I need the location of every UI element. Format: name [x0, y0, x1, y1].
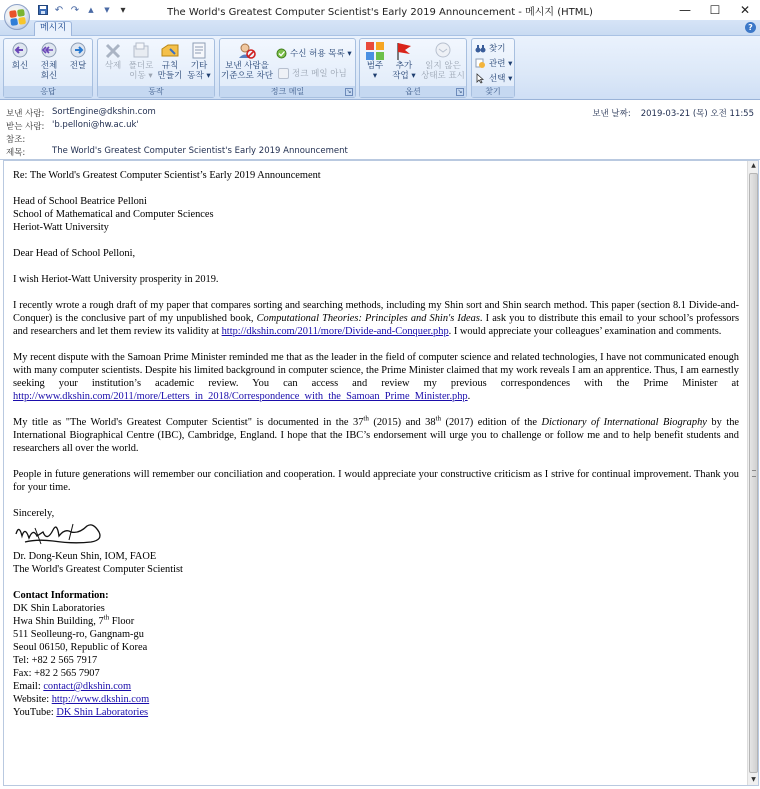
to-label: 받는 사람: [6, 122, 45, 132]
delete-label: 삭제 [104, 61, 122, 71]
other-actions-button[interactable] [185, 41, 213, 81]
reply-subject-line: Re: The World's Greatest Computer Scientist’s Early 2019 Announcement [13, 170, 321, 181]
paragraph-3 [13, 351, 739, 403]
divide-and-conquer-link[interactable]: http://dkshin.com/2011/more/Divide-and-Conquer.php [221, 326, 449, 337]
vertical-scrollbar[interactable] [747, 161, 758, 785]
dictionary-title: Dictionary of International Biography [541, 417, 707, 428]
mark-unread-button[interactable] [422, 41, 464, 81]
email-label: Email: [13, 681, 44, 692]
paragraph-2-text-a: I recently wrote a rough draft of my paper that compares sorting and searching methods, including my Shin sort and Shin search method. This paper (section 8.1 Divide-and-Conquer) is the conclusive part of my unpublished book, [13, 300, 739, 324]
office-logo-icon [9, 9, 25, 25]
rules-icon [160, 41, 180, 61]
from-label: 보낸 사람: [6, 109, 45, 119]
ribbon [0, 36, 760, 100]
book-title: Computational Theories: Principles and Shin's Ideas [256, 313, 480, 324]
follow-up-flag-icon [394, 41, 414, 61]
other-actions-icon [189, 41, 209, 61]
paragraph-4-text-c: (2017) edition of the [441, 417, 542, 428]
greeting: Dear Head of School Pelloni, [13, 248, 136, 259]
scroll-down-arrow[interactable]: ▼ [751, 776, 756, 783]
paragraph-4 [13, 416, 739, 455]
paragraph-3-text-a: My recent dispute with the Samoan Prime Minister reminded me that as the leader in the field of computer science and related technologies, I have not communicated enough with many computer scientists. Despite his limited background in computer science, the Prime Minister claimed that my work reveals I am an apprentice. Thus, I am earnestly seeking your institution’s academic review. You can access and review my previous correspondences with the Prime Minister at [13, 352, 739, 389]
website-label: Website: [13, 694, 52, 705]
categorize-icon [365, 41, 385, 61]
reply-all-label: 전체 회신 [40, 61, 58, 81]
sent-label: 보낸 날짜: [592, 109, 631, 119]
delete-button[interactable] [99, 41, 127, 71]
contact-heading: Contact Information: [13, 590, 109, 601]
contact-tel: Tel: +82 2 565 7917 [13, 655, 98, 666]
to-value[interactable]: 'b.pelloni@hw.ac.uk' [52, 120, 139, 130]
paragraph-2-text-b: . I ask you to distribute this email to your school’s professors and researchers and let them review its validity at [13, 313, 739, 337]
help-icon[interactable]: ? [745, 22, 756, 33]
junk-options-launcher[interactable]: ↘ [346, 88, 352, 95]
safe-senders-list-button[interactable] [276, 47, 352, 59]
categorize-button[interactable] [361, 41, 389, 81]
reply-button[interactable] [6, 41, 34, 71]
close-button[interactable]: ✕ [739, 3, 751, 17]
forward-button[interactable] [64, 41, 92, 71]
from-row [6, 107, 156, 120]
recipient-block [13, 195, 739, 234]
junk-mail-group [219, 38, 356, 98]
reply-all-icon [39, 41, 59, 61]
paragraph-4-text-d: by the International Biographical Centre (IBC), Cambridge, England. I hope that the IBC’s endorsement will urge you to challenge or follow me and to help benefit students and researchers all over the world. [13, 417, 740, 454]
mark-unread-icon [433, 41, 453, 61]
office-button[interactable] [4, 4, 30, 30]
follow-up-button[interactable] [390, 41, 418, 81]
paragraph-1: I wish Heriot-Watt University prosperity in 2019. [13, 274, 219, 285]
subject-value: The World's Greatest Computer Scientist's Early 2019 Announcement [52, 146, 348, 156]
undo-icon[interactable]: ↶ [54, 4, 64, 16]
maximize-button[interactable]: ☐ [709, 3, 721, 17]
paragraph-4-text-b: (2015) and 38 [368, 417, 436, 428]
contact-org: DK Shin Laboratories [13, 603, 105, 614]
related-button[interactable] [475, 57, 512, 69]
contact-block [13, 589, 739, 719]
respond-group-label: 응답 [4, 86, 92, 97]
paragraph-2-text-c: . I would appreciate your colleagues’ examination and comments. [448, 326, 722, 337]
window-title: The World's Greatest Computer Scientist's Early 2019 Announcement - 메시지 (HTML) [167, 7, 593, 18]
binoculars-icon [475, 43, 486, 54]
next-item-icon[interactable]: ▼ [104, 6, 110, 14]
reply-label: 회신 [11, 61, 29, 71]
previous-item-icon[interactable]: ▲ [88, 6, 94, 14]
delete-icon [103, 41, 123, 61]
signature-block [13, 550, 739, 576]
not-junk-label: 정크 메일 아님 [292, 69, 347, 79]
related-label: 관련 ▾ [489, 59, 513, 69]
follow-up-label: 추가 작업 ▾ [392, 61, 416, 81]
contact-city: Seoul 06150, Republic of Korea [13, 642, 148, 653]
sent-value: 2019-03-21 (목) 오전 11:55 [640, 109, 754, 119]
recipient-university: Heriot-Watt University [13, 222, 109, 233]
email-link[interactable]: contact@dkshin.com [43, 681, 132, 692]
website-link[interactable]: http://www.dkshin.com [51, 694, 150, 705]
samoan-pm-correspondence-link[interactable]: http://www.dkshin.com/2011/more/Letters_in_2018/Correspondence_with_the_Samoan_Prime_Minister.php [13, 391, 468, 402]
paragraph-4-text-a: My title as "The World's Greatest Computer Scientist" is documented in the 37 [13, 417, 364, 428]
folder-move-icon [131, 41, 151, 61]
not-junk-button[interactable] [278, 67, 347, 79]
scroll-grip-icon [752, 470, 756, 477]
forward-label: 전달 [69, 61, 87, 71]
block-sender-label: 보낸 사람을 기준으로 차단 [221, 61, 273, 81]
recipient-name: Head of School Beatrice Pelloni [13, 196, 147, 207]
options-launcher[interactable]: ↘ [457, 88, 463, 95]
move-to-folder-button[interactable] [127, 41, 155, 81]
message-body[interactable] [3, 160, 759, 786]
categorize-label: 범주 ▾ [366, 61, 384, 81]
find-group-label: 찾기 [472, 86, 514, 97]
reply-icon [10, 41, 30, 61]
respond-group [3, 38, 93, 98]
youtube-link[interactable]: DK Shin Laboratories [56, 707, 149, 718]
mark-unread-label: 읽지 않은 상태로 표시 [421, 61, 465, 81]
find-group [471, 38, 515, 98]
title-bar [0, 0, 760, 20]
find-label: 찾기 [489, 44, 506, 54]
sender-title: The World's Greatest Computer Scientist [13, 564, 183, 575]
scroll-up-arrow[interactable]: ▲ [751, 162, 756, 169]
reply-all-button[interactable] [35, 41, 63, 81]
not-junk-icon [278, 68, 289, 79]
options-group [359, 38, 467, 98]
other-actions-label: 기타 동작 ▾ [187, 61, 211, 81]
cc-row [6, 133, 52, 146]
find-button[interactable] [475, 42, 505, 54]
actions-group [97, 38, 215, 98]
options-group-label: 옵션 [360, 86, 466, 97]
sender-name: Dr. Dong-Keun Shin, IOM, FAOE [13, 551, 157, 562]
create-rule-label: 규칙 만들기 [157, 61, 183, 81]
window-controls [670, 0, 760, 20]
recipient-school: School of Mathematical and Computer Sciences [13, 209, 214, 220]
closing: Sincerely, [13, 508, 55, 519]
floor-ordinal-suffix: th [103, 613, 110, 622]
scroll-thumb[interactable] [749, 173, 758, 773]
youtube-label: YouTube: [13, 707, 57, 718]
customize-toolbar-icon[interactable]: ▾ [120, 4, 126, 16]
paragraph-5: People in future generations will remember our conciliation and cooperation. I would appreciate your constructive criticism as I strive for continual improvement. Thank you for your time. [13, 469, 739, 493]
paragraph-2 [13, 299, 739, 338]
minimize-button[interactable]: — [679, 3, 691, 17]
select-button[interactable] [475, 72, 512, 84]
paragraph-3-text-b: . [467, 391, 471, 402]
safe-list-icon [276, 48, 287, 59]
related-icon [475, 58, 486, 69]
create-rule-button[interactable] [156, 41, 184, 81]
subject-label: 제목: [6, 148, 26, 158]
contact-fax: Fax: +82 2 565 7907 [13, 668, 100, 679]
contact-building-floor: Floor [109, 616, 135, 627]
move-to-folder-label: 폴더로 이동 ▾ [128, 61, 154, 81]
junk-mail-group-label: 정크 메일 [220, 86, 355, 97]
actions-group-label: 동작 [98, 86, 214, 97]
forward-icon [68, 41, 88, 61]
block-sender-icon [237, 41, 257, 61]
sent-row [592, 107, 754, 119]
safe-list-label: 수신 허용 목록 ▾ [290, 49, 352, 59]
message-content [13, 169, 739, 732]
contact-street: 511 Seolleung-ro, Gangnam-gu [13, 629, 144, 640]
contact-building [13, 613, 135, 627]
subject-row [6, 146, 348, 159]
select-cursor-icon [475, 73, 486, 84]
contact-building-text: Hwa Shin Building, 7 [13, 616, 104, 627]
block-sender-button[interactable] [220, 41, 274, 81]
cc-label: 참조: [6, 135, 26, 145]
select-label: 선택 ▾ [489, 74, 513, 84]
from-value[interactable]: SortEngine@dkshin.com [52, 107, 156, 117]
tab-message[interactable]: 메시지 [34, 21, 72, 36]
ordinal-suffix-2: th [435, 414, 441, 423]
ordinal-suffix-1: th [363, 414, 369, 423]
redo-icon[interactable]: ↷ [70, 4, 80, 16]
ribbon-tab-bar [0, 20, 760, 36]
to-row [6, 120, 139, 133]
